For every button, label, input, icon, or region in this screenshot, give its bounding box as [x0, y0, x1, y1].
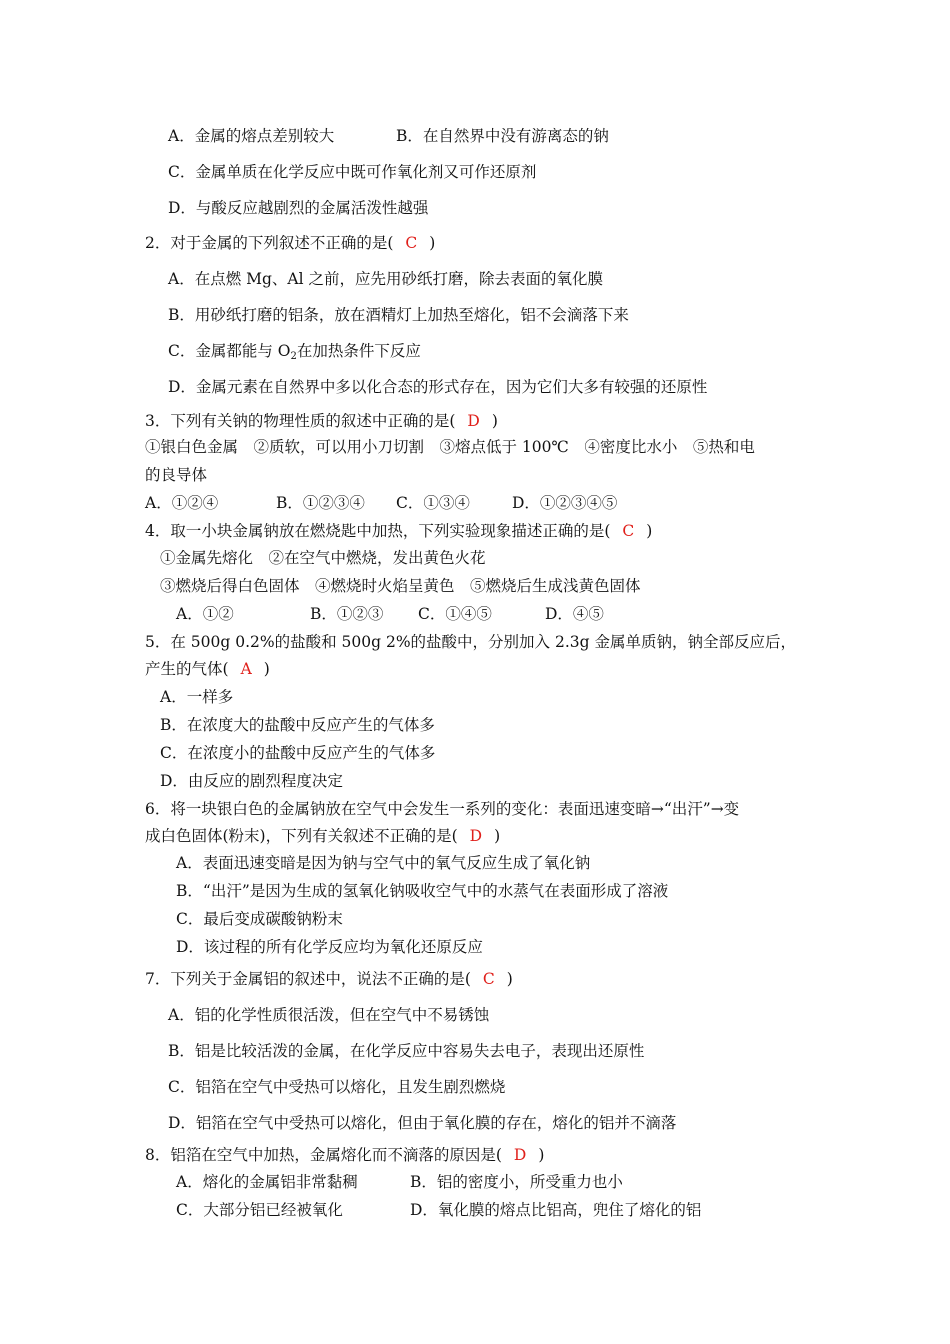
q1-option-a: A．金属的熔点差别较大	[168, 127, 335, 145]
q6-option-b: B．“出汗”是因为生成的氢氧化钠吸收空气中的水蒸气在表面形成了溶液	[176, 882, 669, 900]
q2-option-c-pre: C．金属都能与 O	[168, 342, 291, 360]
q7-option-c: C．铝箔在空气中受热可以熔化，且发生剧烈燃烧	[168, 1078, 506, 1096]
q2-option-c-post: 在加热条件下反应	[296, 342, 421, 360]
q5-stem-text: 产生的气体(	[145, 660, 229, 678]
q4-option-d: D．④⑤	[545, 605, 604, 623]
q2-option-b: B．用砂纸打磨的铝条，放在酒精灯上加热至熔化，铝不会滴落下来	[168, 306, 629, 324]
q2-option-d: D．金属元素在自然界中多以化合态的形式存在，因为它们大多有较强的还原性	[168, 378, 708, 396]
q4-answer: C	[622, 522, 635, 540]
q7-close-paren: )	[506, 970, 513, 988]
q6-option-d: D．该过程的所有化学反应均为氧化还原反应	[176, 938, 483, 956]
q5-answer: A	[240, 660, 252, 678]
q8-option-b: B．铝的密度小，所受重力也小	[410, 1173, 623, 1191]
q3-option-a: A．①②④	[145, 494, 219, 512]
q4-option-a: A．①②	[176, 605, 234, 623]
q1-option-b: B．在自然界中没有游离态的钠	[396, 127, 609, 145]
q5-option-a: A．一样多	[160, 688, 234, 706]
q8-stem	[145, 1145, 544, 1165]
q7-stem	[145, 969, 513, 989]
q3-close-paren: )	[491, 412, 498, 430]
q8-option-a: A．熔化的金属铝非常黏稠	[176, 1173, 358, 1191]
q3-option-c: C．①③④	[396, 494, 470, 512]
q3-answer: D	[467, 412, 480, 430]
q6-stem-line-2	[145, 826, 500, 846]
q5-option-d: D．由反应的剧烈程度决定	[160, 772, 343, 790]
q8-answer: D	[513, 1146, 527, 1164]
q6-close-paren: )	[494, 827, 501, 845]
q5-stem: 5．在 500g 0.2%的盐酸和 500g 2%的盐酸中，分别加入 2.3g 金属单质钠，钠全部反应后，	[145, 633, 796, 651]
q4-statements-line-2: ③燃烧后得白色固体 ④燃烧时火焰呈黄色 ⑤燃烧后生成浅黄色固体	[160, 577, 641, 595]
q6-stem-text: 成白色固体(粉末)，下列有关叙述不正确的是(	[145, 827, 458, 845]
q4-option-b: B．①②③	[310, 605, 384, 623]
q4-statements-line-1: ①金属先熔化 ②在空气中燃烧，发出黄色火花	[160, 549, 486, 567]
q5-close-paren: )	[263, 660, 270, 678]
q7-option-b: B．铝是比较活泼的金属，在化学反应中容易失去电子，表现出还原性	[168, 1042, 645, 1060]
q3-statements-line-2: 的良导体	[145, 466, 208, 484]
q1-option-d: D．与酸反应越剧烈的金属活泼性越强	[168, 199, 429, 217]
q6-answer: D	[469, 827, 483, 845]
q2-answer: C	[405, 234, 418, 252]
q2-stem	[145, 233, 435, 253]
q3-option-d: D．①②③④⑤	[512, 494, 618, 512]
q6-option-c: C．最后变成碳酸钠粉末	[176, 910, 343, 928]
q4-stem-text: 4．取一小块金属钠放在燃烧匙中加热，下列实验现象描述正确的是(	[145, 522, 611, 540]
q1-option-c: C．金属单质在化学反应中既可作氧化剂又可作还原剂	[168, 163, 537, 181]
q2-option-c	[168, 341, 421, 367]
q5-option-b: B．在浓度大的盐酸中反应产生的气体多	[160, 716, 435, 734]
q8-stem-text: 8．铝箔在空气中加热，金属熔化而不滴落的原因是(	[145, 1146, 502, 1164]
q3-option-b: B．①②③④	[276, 494, 365, 512]
q8-option-c: C．大部分铝已经被氧化	[176, 1201, 343, 1219]
q8-option-d: D．氧化膜的熔点比铝高，兜住了熔化的铝	[410, 1201, 702, 1219]
q7-stem-text: 7．下列关于金属铝的叙述中，说法不正确的是(	[145, 970, 471, 988]
q5-option-c: C．在浓度小的盐酸中反应产生的气体多	[160, 744, 436, 762]
q7-option-d: D．铝箔在空气中受热可以熔化，但由于氧化膜的存在，熔化的铝并不滴落	[168, 1114, 677, 1132]
q3-stem	[145, 411, 498, 431]
q3-statements-line-1: ①银白色金属 ②质软，可以用小刀切割 ③熔点低于 100℃ ④密度比水小 ⑤热和电	[145, 438, 755, 456]
q2-option-c-subscript: 2	[290, 351, 297, 362]
q6-stem: 6．将一块银白色的金属钠放在空气中会发生一系列的变化：表面迅速变暗→“出汗”→变	[145, 800, 740, 818]
q8-close-paren: )	[538, 1146, 545, 1164]
q2-option-a: A．在点燃 Mg、Al 之前，应先用砂纸打磨，除去表面的氧化膜	[168, 270, 603, 288]
q7-option-a: A．铝的化学性质很活泼，但在空气中不易锈蚀	[168, 1006, 490, 1024]
q3-stem-text: 3．下列有关钠的物理性质的叙述中正确的是(	[145, 412, 456, 430]
q5-stem-line-2	[145, 659, 270, 679]
q7-answer: C	[482, 970, 495, 988]
q2-stem-text: 2．对于金属的下列叙述不正确的是(	[145, 234, 394, 252]
q4-close-paren: )	[646, 522, 653, 540]
q6-option-a: A．表面迅速变暗是因为钠与空气中的氧气反应生成了氧化钠	[176, 854, 591, 872]
q2-close-paren: )	[429, 234, 436, 252]
q4-option-c: C．①④⑤	[418, 605, 492, 623]
q4-stem	[145, 521, 652, 541]
